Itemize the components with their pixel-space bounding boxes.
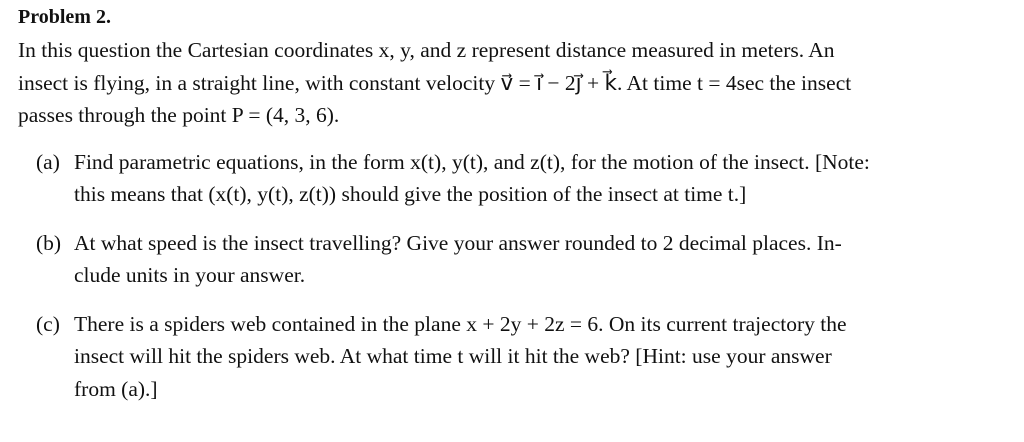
part-line: clude units in your answer. — [74, 263, 306, 287]
part-b — [18, 227, 1008, 292]
problem-title: Problem 2. — [18, 6, 111, 28]
parts-list — [18, 146, 1008, 406]
part-line: There is a spiders web contained in the plane x + 2y + 2z = 6. On its current trajectory the — [74, 311, 847, 336]
part-a — [18, 146, 1008, 211]
part-c — [18, 308, 1008, 406]
part-marker: (c) — [36, 311, 60, 336]
part-line: insect will hit the spiders web. At what time t will it hit the web? [Hint: use your answer — [74, 344, 832, 368]
part-line: At what speed is the insect travelling? Give your answer rounded to 2 decimal places. In- — [74, 230, 842, 255]
part-marker: (a) — [36, 149, 60, 174]
intro-line: passes through the point P = (4, 3, 6). — [18, 103, 340, 127]
intro-line: insect is flying, in a straight line, with constant velocity v⃗ = ı⃗ − 2ȷ⃗ + k⃗. At time t = 4sec the insect — [18, 70, 852, 95]
part-line: Find parametric equations, in the form x(t), y(t), and z(t), for the motion of the insect. [Note: — [74, 149, 870, 174]
problem-document — [18, 4, 1008, 421]
intro-line: In this question the Cartesian coordinates x, y, and z represent distance measured in meters. An — [18, 38, 835, 62]
problem-intro — [18, 34, 1008, 132]
part-line: from (a).] — [74, 376, 158, 401]
part-line: this means that (x(t), y(t), z(t)) should give the position of the insect at time t.] — [74, 182, 747, 206]
part-marker: (b) — [36, 230, 62, 255]
